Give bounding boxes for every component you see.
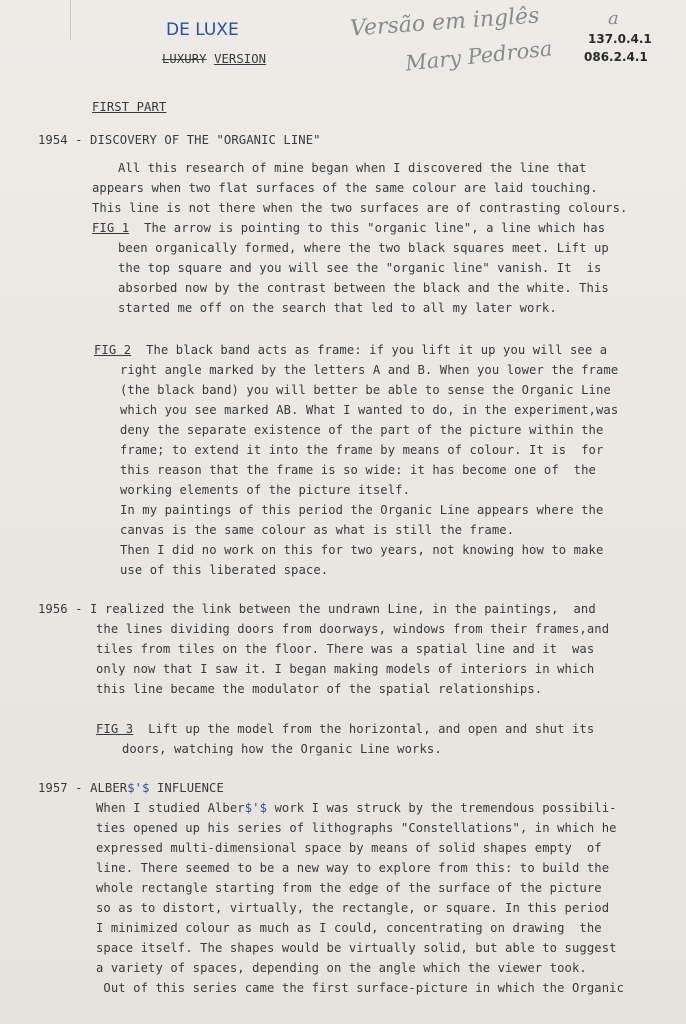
- text-line: the lines dividing doors from doorways, windows from their frames,and: [96, 622, 610, 636]
- text-span: The black band acts as frame: if you lift it up you will see a: [146, 343, 608, 357]
- archive-code-2: 086.2.4.1: [584, 50, 648, 64]
- handwritten-note-line1: Versão em inglês: [349, 3, 541, 42]
- fig3-line: [96, 719, 594, 739]
- archive-code-1: 137.0.4.1: [588, 32, 652, 46]
- text-line: working elements of the picture itself.: [120, 483, 411, 497]
- handwritten-note-line2: Mary Pedrosa: [404, 36, 554, 76]
- text-line: been organically formed, where the two black squares meet. Lift up: [118, 241, 609, 255]
- text-span: The arrow is pointing to this "organic line", a line which has: [144, 221, 606, 235]
- text-line: appears when two flat surfaces of the same colour are laid touching.: [92, 181, 598, 195]
- text-line: doors, watching how the Organic Line works.: [122, 742, 442, 756]
- text-line: absorbed now by the contrast between the black and the white. This: [118, 281, 609, 295]
- text-line: In my paintings of this period the Organic Line appears where the: [120, 503, 604, 517]
- text-span: 1957 -: [38, 781, 91, 795]
- text-line: Out of this series came the first surface-picture in which the Organic: [96, 981, 625, 995]
- text-line: expressed multi-dimensional space by means of solid shapes empty of: [96, 841, 602, 855]
- text-line: line. There seemed to be a new way to explore from this: to build the: [96, 861, 610, 875]
- text-line: This line is not there when the two surfaces are of contrasting colours.: [92, 201, 628, 215]
- text-line: the top square and you will see the "organic line" vanish. It is: [118, 261, 602, 275]
- text-line: (the black band) you will better be able to sense the Organic Line: [120, 383, 611, 397]
- fig1-label: FIG 1: [92, 221, 130, 235]
- heading-1957: [38, 778, 224, 798]
- text-line: [96, 798, 617, 818]
- text-line: this reason that the frame is so wide: it has become one of the: [120, 463, 596, 477]
- struck-word: LUXURY: [162, 52, 207, 66]
- handwritten-note-a: a: [608, 8, 619, 29]
- version-line: [162, 49, 266, 69]
- fig3-label: FIG 3: [96, 722, 134, 736]
- text-line: right angle marked by the letters A and B. When you lower the frame: [120, 363, 619, 377]
- deluxe-annotation: DE LUXE: [166, 20, 239, 40]
- fig1-line: [92, 218, 605, 238]
- text-span: Lift up the model from the horizontal, and open and shut its: [148, 722, 595, 736]
- version-word: VERSION: [214, 52, 267, 66]
- albers-name: Alber: [207, 801, 245, 815]
- heading-1956: 1956 - I realized the link between the undrawn Line, in the paintings, and: [38, 602, 596, 616]
- text-line: I minimized colour as much as I could, concentrating on drawing the: [96, 921, 602, 935]
- text-line: Then I did no work on this for two years, not knowing how to make: [120, 543, 604, 557]
- text-line: All this research of mine began when I discovered the line that: [118, 161, 587, 175]
- text-line: use of this liberated space.: [120, 563, 329, 577]
- text-line: whole rectangle starting from the edge of the surface of the picture: [96, 881, 602, 895]
- fig2-line: [94, 340, 607, 360]
- text-line: tiles from tiles on the floor. There was a spatial line and it was: [96, 642, 595, 656]
- text-line: deny the separate existence of the part of the picture within the: [120, 423, 604, 437]
- text-span: INFLUENCE: [157, 781, 224, 795]
- text-line: ties opened up his series of lithographs "Constellations", in which he: [96, 821, 617, 835]
- text-span: work I was struck by the tremendous possibili-: [274, 801, 617, 815]
- text-line: so as to distort, virtually, the rectangle, or square. In this period: [96, 901, 610, 915]
- heading-1954: 1954 - DISCOVERY OF THE "ORGANIC LINE": [38, 133, 321, 147]
- text-line: frame; to extend it into the frame by means of colour. It is for: [120, 443, 604, 457]
- albers-name: ALBER: [90, 781, 128, 795]
- text-line: canvas is the same colour as what is still the frame.: [120, 523, 515, 537]
- text-span: When I studied: [96, 801, 208, 815]
- text-line: a variety of spaces, depending on the angle which the viewer took.: [96, 961, 587, 975]
- albers-correction: $'$: [244, 801, 268, 815]
- albers-correction: $'$: [127, 781, 150, 795]
- paper-crease: [70, 0, 71, 40]
- text-line: space itself. The shapes would be virtually solid, but able to suggest: [96, 941, 617, 955]
- text-line: started me off on the search that led to all my later work.: [118, 301, 557, 315]
- text-line: only now that I saw it. I began making models of interiors in which: [96, 662, 595, 676]
- fig2-label: FIG 2: [94, 343, 132, 357]
- text-line: this line became the modulator of the spatial relationships.: [96, 682, 543, 696]
- text-line: which you see marked AB. What I wanted to do, in the experiment,was: [120, 403, 619, 417]
- section-title: FIRST PART: [92, 100, 167, 114]
